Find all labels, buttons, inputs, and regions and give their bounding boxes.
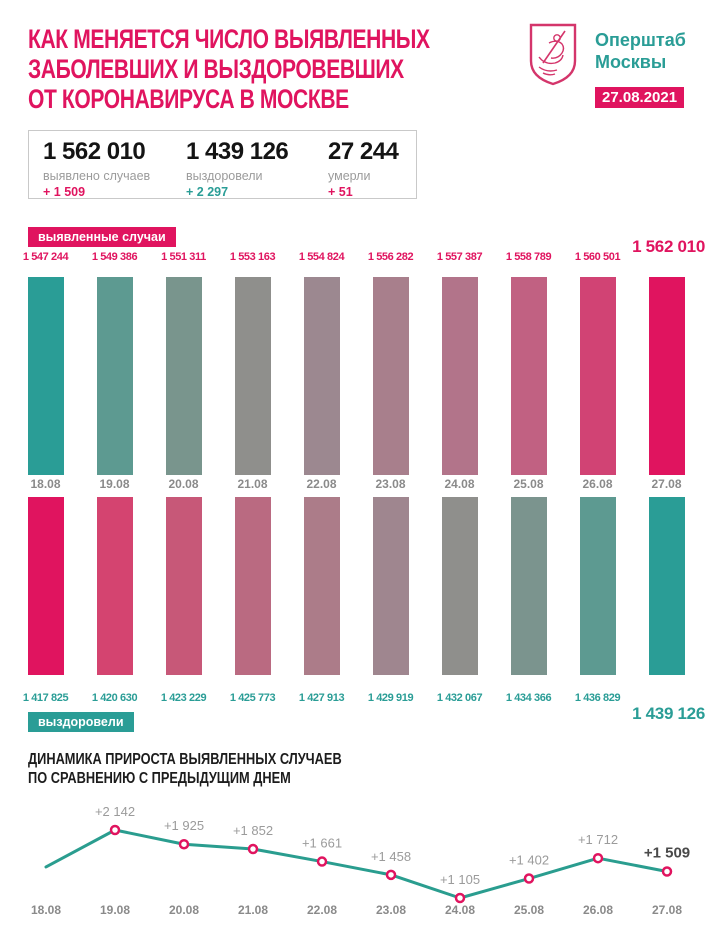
line-date-label: 19.08 [99,903,131,917]
date-label: 26.08 [582,477,613,491]
stat-deaths-label: умерли [328,169,371,183]
cases-bar [511,277,547,475]
daily-increase-line [46,830,667,898]
line-chart-title-line: ДИНАМИКА ПРИРОСТА ВЫЯВЛЕННЫХ СЛУЧАЕВ [28,751,342,768]
line-date-label: 22.08 [306,903,338,917]
date-label: 25.08 [513,477,544,491]
recovered-value-label: 1 434 366 [505,692,552,704]
date-badge: 27.08.2021 [595,87,684,108]
stat-cases-value: 1 562 010 [43,138,146,165]
stat-cases [43,138,186,198]
line-point-marker [249,845,257,853]
recovered-value-label: 1 425 773 [229,692,276,704]
cases-value-label: 1 554 824 [298,251,345,263]
line-date-label: 25.08 [513,903,545,917]
line-point-marker [456,894,464,902]
date-label: 23.08 [375,477,406,491]
cases-bar [304,277,340,475]
line-point-label: +1 509 [643,844,691,862]
summary-stats-box [28,130,417,199]
dates-row [11,477,709,491]
cases-value-label: 1 560 501 [574,251,621,263]
recovered-value-label: 1 420 630 [91,692,138,704]
recovered-bar [235,497,271,675]
line-point-marker [663,868,671,876]
date-label: 22.08 [306,477,337,491]
stat-recovered-delta: + 2 297 [186,185,229,199]
cases-value-label: 1 553 163 [229,251,276,263]
recovered-value-label [632,692,701,704]
cases-bar [235,277,271,475]
page-title-line: КАК МЕНЯЕТСЯ ЧИСЛО ВЫЯВЛЕННЫХ [28,24,430,54]
stat-deaths-value: 27 244 [328,138,399,165]
cases-bar [97,277,133,475]
daily-increase-line-chart [0,790,720,936]
cases-value-label: 1 556 282 [367,251,414,263]
recovered-total-label: 1 439 126 [632,704,705,723]
recovered-value-label: 1 427 913 [298,692,345,704]
line-point-marker [525,875,533,883]
line-date-label: 18.08 [30,903,62,917]
line-point-marker [180,840,188,848]
org-name-line: Оперштаб [595,30,686,50]
line-point-label: +2 142 [94,804,136,819]
stat-recovered-value: 1 439 126 [186,138,289,165]
recovered-value-label: 1 432 067 [436,692,483,704]
org-name [595,29,686,73]
line-point-label: +1 712 [577,832,619,848]
recovered-value-label: 1 423 229 [160,692,207,704]
line-date-label: 26.08 [582,903,614,917]
recovered-bar [166,497,202,675]
date-label: 21.08 [237,477,268,491]
moscow-coat-of-arms-icon [527,23,579,87]
date-label: 27.08 [651,477,682,491]
recovered-bar [442,497,478,675]
recovered-bar [580,497,616,675]
line-chart-title-line: ПО СРАВНЕНИЮ С ПРЕДЫДУЩИМ ДНЕМ [28,770,291,787]
line-point-label: +1 852 [232,823,274,839]
cases-bar [580,277,616,475]
line-date-label: 20.08 [168,903,200,917]
line-point-marker [387,871,395,879]
recovered-value-label: 1 417 825 [22,692,69,704]
cases-values-row [11,251,709,263]
cases-total-label: 1 562 010 [632,237,705,256]
line-chart-title [28,750,342,788]
stat-cases-label: выявлено случаев [43,169,151,183]
line-date-label: 24.08 [444,903,476,917]
stat-deaths-delta: + 51 [328,185,353,199]
date-label: 18.08 [30,477,61,491]
cases-bar [649,277,685,475]
line-point-label: +1 925 [163,818,205,834]
cases-bar [28,277,64,475]
line-point-marker [594,854,602,862]
page-title [28,24,430,114]
page-title-line: ОТ КОРОНАВИРУСА В МОСКВЕ [28,84,349,114]
line-point-label: +1 105 [439,872,481,887]
stat-deaths [328,138,416,198]
line-point-marker [111,826,119,834]
cases-value-label: 1 557 387 [436,251,483,263]
date-label: 19.08 [99,477,130,491]
cases-value-label [632,251,701,263]
line-date-label: 27.08 [651,903,683,917]
recovered-bar [649,497,685,675]
page-title-line: ЗАБОЛЕВШИХ И ВЫЗДОРОВЕВШИХ [28,54,404,84]
recovered-bar [97,497,133,675]
recovered-bar [28,497,64,675]
recovered-series-badge: выздоровели [28,712,134,732]
cases-bar [373,277,409,475]
recovered-values-row [11,692,709,704]
line-point-label: +1 661 [301,835,343,851]
recovered-bar [511,497,547,675]
stat-recovered [186,138,328,198]
cases-value-label: 1 551 311 [161,251,206,263]
recovered-value-label: 1 429 919 [367,692,414,704]
date-label: 20.08 [168,477,199,491]
stat-cases-delta: + 1 509 [43,185,86,199]
org-name-line: Москвы [595,52,667,72]
cases-series-badge: выявленные случаи [28,227,176,247]
recovered-value-label: 1 436 829 [574,692,621,704]
recovered-bar [304,497,340,675]
cases-value-label: 1 549 386 [91,251,138,263]
line-date-label: 21.08 [237,903,269,917]
line-point-label: +1 402 [508,852,550,868]
line-point-label: +1 458 [370,848,412,864]
recovered-bars [28,497,685,675]
date-label: 24.08 [444,477,475,491]
stat-recovered-label: выздоровели [186,169,263,183]
cases-value-label: 1 547 244 [22,251,69,263]
recovered-bar [373,497,409,675]
cases-bars [28,277,685,475]
line-point-marker [318,858,326,866]
line-date-label: 23.08 [375,903,407,917]
cases-bar [442,277,478,475]
cases-value-label: 1 558 789 [505,251,552,263]
cases-bar [166,277,202,475]
